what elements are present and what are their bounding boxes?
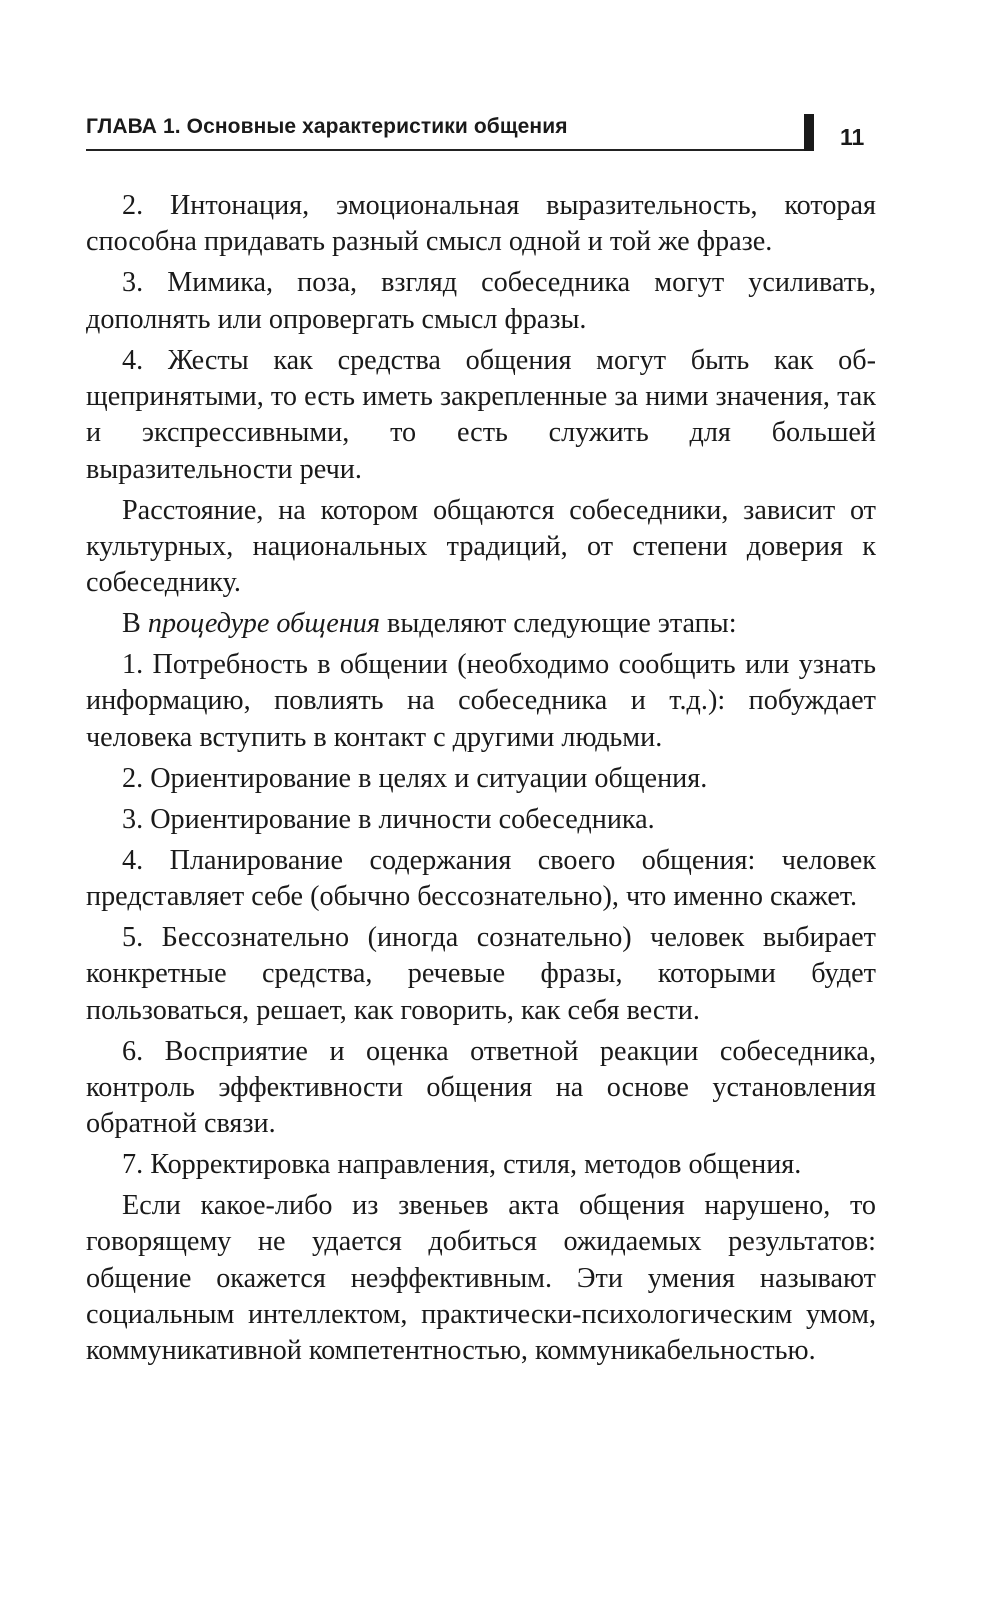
- paragraph-stage-7: 7. Корректировка направления, стиля, методов общения.: [122, 1149, 802, 1181]
- paragraph-procedure-intro: [86, 606, 876, 642]
- running-head: [86, 114, 814, 154]
- header-marker: [804, 114, 814, 151]
- paragraph-conclusion: Если какое-либо из звеньев акта общения нарушено, то говорящему не удается добиться ожидаемых результатов: общение окажется неэффективным. Эти умения называют социальным интеллектом, практически-психологическим умом, коммуникативной компетентностью, коммуникабельностью.: [86, 1190, 876, 1367]
- procedure-term: процедуре общения: [147, 608, 380, 640]
- paragraph-stage-6: 6. Восприятие и оценка ответной реакции собеседника, контроль эффективности общения на основе установления обратной связи.: [86, 1035, 876, 1140]
- procedure-intro-end: выделяют следующие этапы:: [380, 608, 737, 640]
- paragraph-stage-5: 5. Бессознательно (иногда сознательно) человек выбирает конкретные средства, речевые фразы, которыми будет пользоваться, решает, как говорить, как себя вести.: [86, 921, 876, 1026]
- paragraph-stage-3: 3. Ориентирование в личности собеседника.: [122, 803, 655, 835]
- paragraph-stage-2: 2. Ориентирование в целях и ситуации общения.: [122, 762, 708, 794]
- procedure-intro-start: В: [122, 608, 148, 640]
- page-number: 11: [840, 124, 865, 150]
- paragraph-stage-1: 1. Потребность в общении (необходимо сообщить или узнать информацию, повлиять на собеседника и т.д.): побуждает человека вступить в контакт с другими людьми.: [86, 649, 876, 753]
- paragraph-distance: Расстояние, на котором общаются собеседники, зависит от культурных, национальных традиций, от степени доверия к собеседнику.: [86, 494, 876, 599]
- chapter-title: ГЛАВА 1. Основные характеристики общения: [86, 115, 568, 138]
- paragraph-mimicry: 3. Мимика, поза, взгляд собеседника могут усиливать, дополнять или опровергать смысл фразы.: [86, 267, 876, 335]
- body-text: [86, 188, 876, 1374]
- paragraph-gestures: 4. Жесты как средства общения могут быть как общепринятыми, то есть иметь закрепленные за ними значения, так и экспрессивными, то есть служить для большей выразительности речи.: [86, 344, 876, 485]
- paragraph-intonation: 2. Интонация, эмоциональная выразительность, которая способна придавать разный смысл одной и той же фразе.: [86, 190, 876, 258]
- header-rule: [86, 149, 804, 151]
- paragraph-stage-4: 4. Планирование содержания своего общения: человек представляет себе (обычно бессознательно), что именно скажет.: [86, 844, 876, 912]
